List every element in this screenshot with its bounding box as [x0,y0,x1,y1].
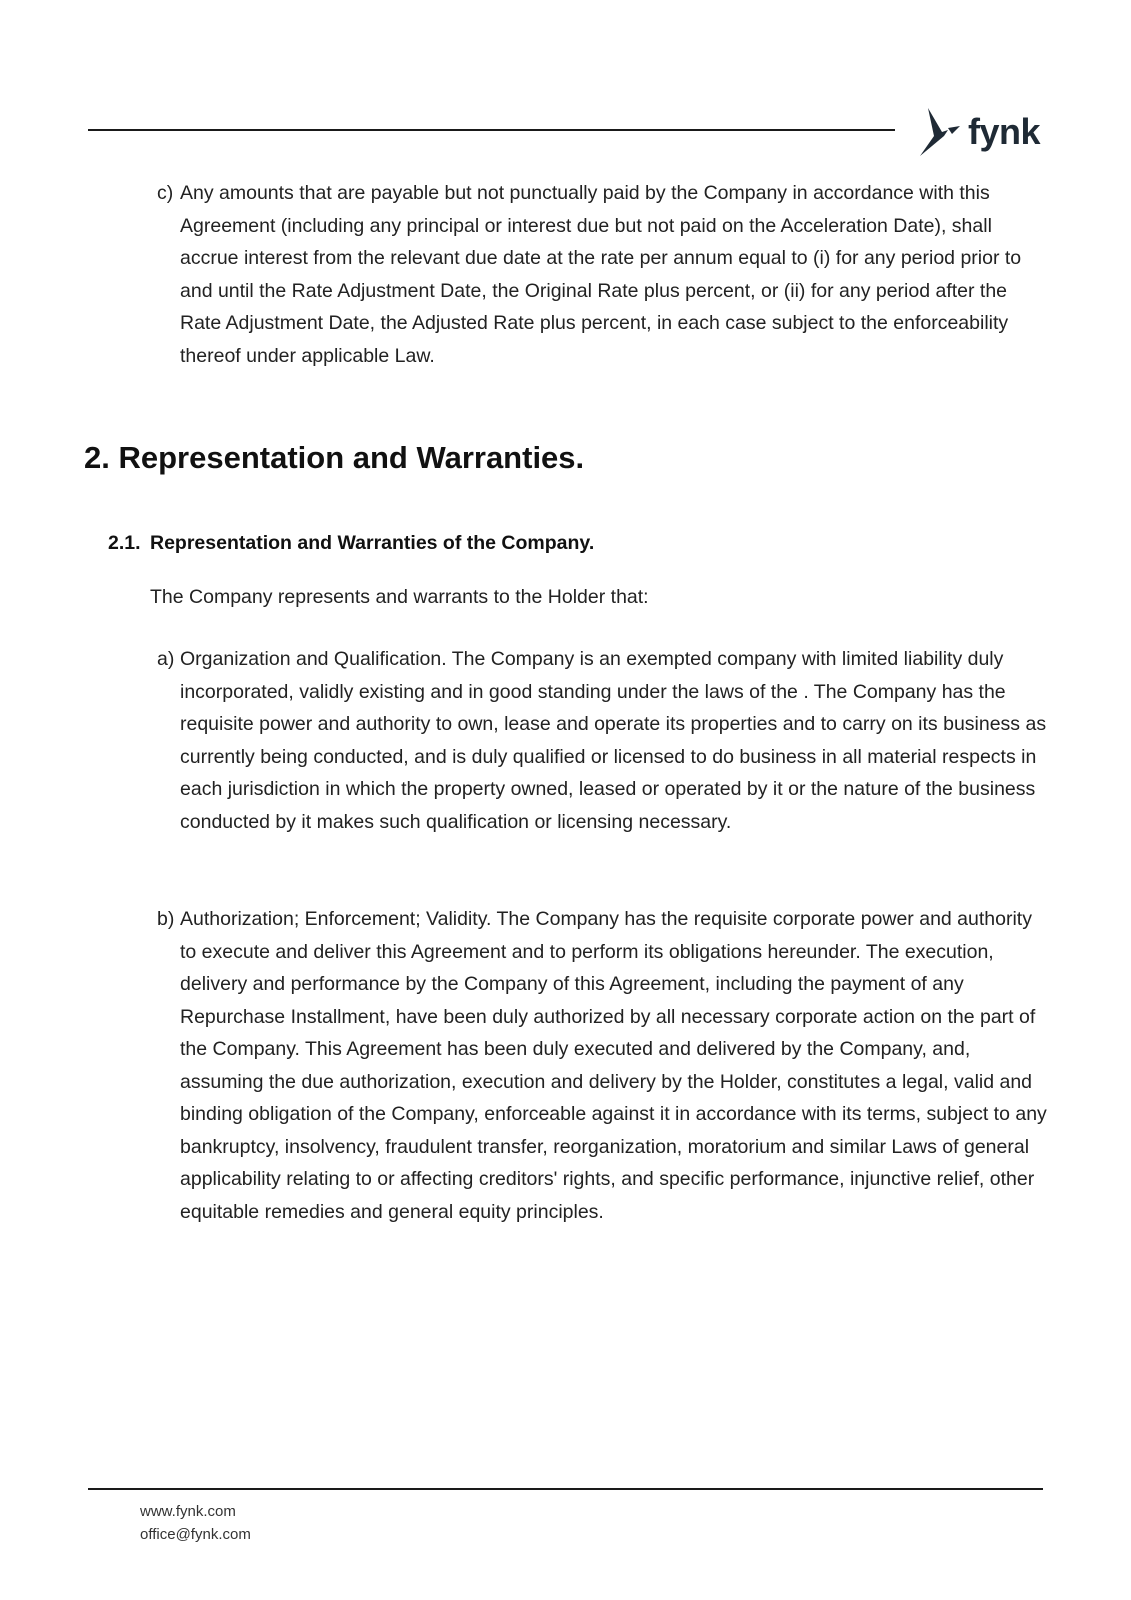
clause-c [157,177,1047,372]
clause-a [157,643,1047,838]
brand-name: fynk [968,111,1041,152]
header-divider [88,129,895,131]
clause-b [157,903,1047,1228]
clause-marker: c) [157,182,174,204]
clause-text: Any amounts that are payable but not punctually paid by the Company in accordance with this Agreement (including any principal or interest due but not paid on the Acceleration Date), shall accrue interest from the relevant due date at the rate per annum equal to (i) for any period prior to and until the Rate Adjustment Date, the Original Rate plus percent, or (ii) for any period after the Rate Adjustment Date, the Adjusted Rate plus percent, in each case subject to the enforceability thereof under applicable Law. [180,182,1022,367]
fynk-bird-icon [918,106,962,158]
section-intro: The Company represents and warrants to the Holder that: [150,586,649,608]
subsection-heading [108,530,594,556]
clause-marker: b) [157,908,175,930]
footer [140,1500,251,1546]
footer-website: www.fynk.com [140,1503,236,1520]
section-heading: 2. Representation and Warranties. [84,440,585,475]
footer-divider [88,1488,1043,1490]
clause-text: Authorization; Enforcement; Validity. The Company has the requisite corporate power and authority to execute and deliver this Agreement and to perform its obligations hereunder. The execution, delivery and performance by the Company of this Agreement, including the payment of any Repurchase Installment, have been duly authorized by all necessary corporate action on the part of the Company. This Agreement has been duly executed and delivered by the Company, and, assuming the due authorization, execution and delivery by the Holder, constitutes a legal, valid and binding obligation of the Company, enforceable against it in accordance with its terms, subject to any bankruptcy, insolvency, fraudulent transfer, reorganization, moratorium and similar Laws of general applicability relating to or affecting creditors' rights, and specific performance, injunctive relief, other equitable remedies and general equity principles. [180,908,1047,1223]
clause-marker: a) [157,648,175,670]
brand-logo [918,106,1040,158]
clause-text: Organization and Qualification. The Company is an exempted company with limited liability duly incorporated, validly existing and in good standing under the laws of the . The Company has the requisite power and authority to own, lease and operate its properties and to carry on its business as currently being conducted, and is duly qualified or licensed to do business in all material respects in each jurisdiction in which the property owned, leased or operated by it or the nature of the business conducted by it makes such qualification or licensing necessary. [180,648,1047,833]
subsection-number: 2.1. [108,532,141,554]
subsection-title: Representation and Warranties of the Company. [150,532,595,554]
footer-email: office@fynk.com [140,1526,251,1543]
